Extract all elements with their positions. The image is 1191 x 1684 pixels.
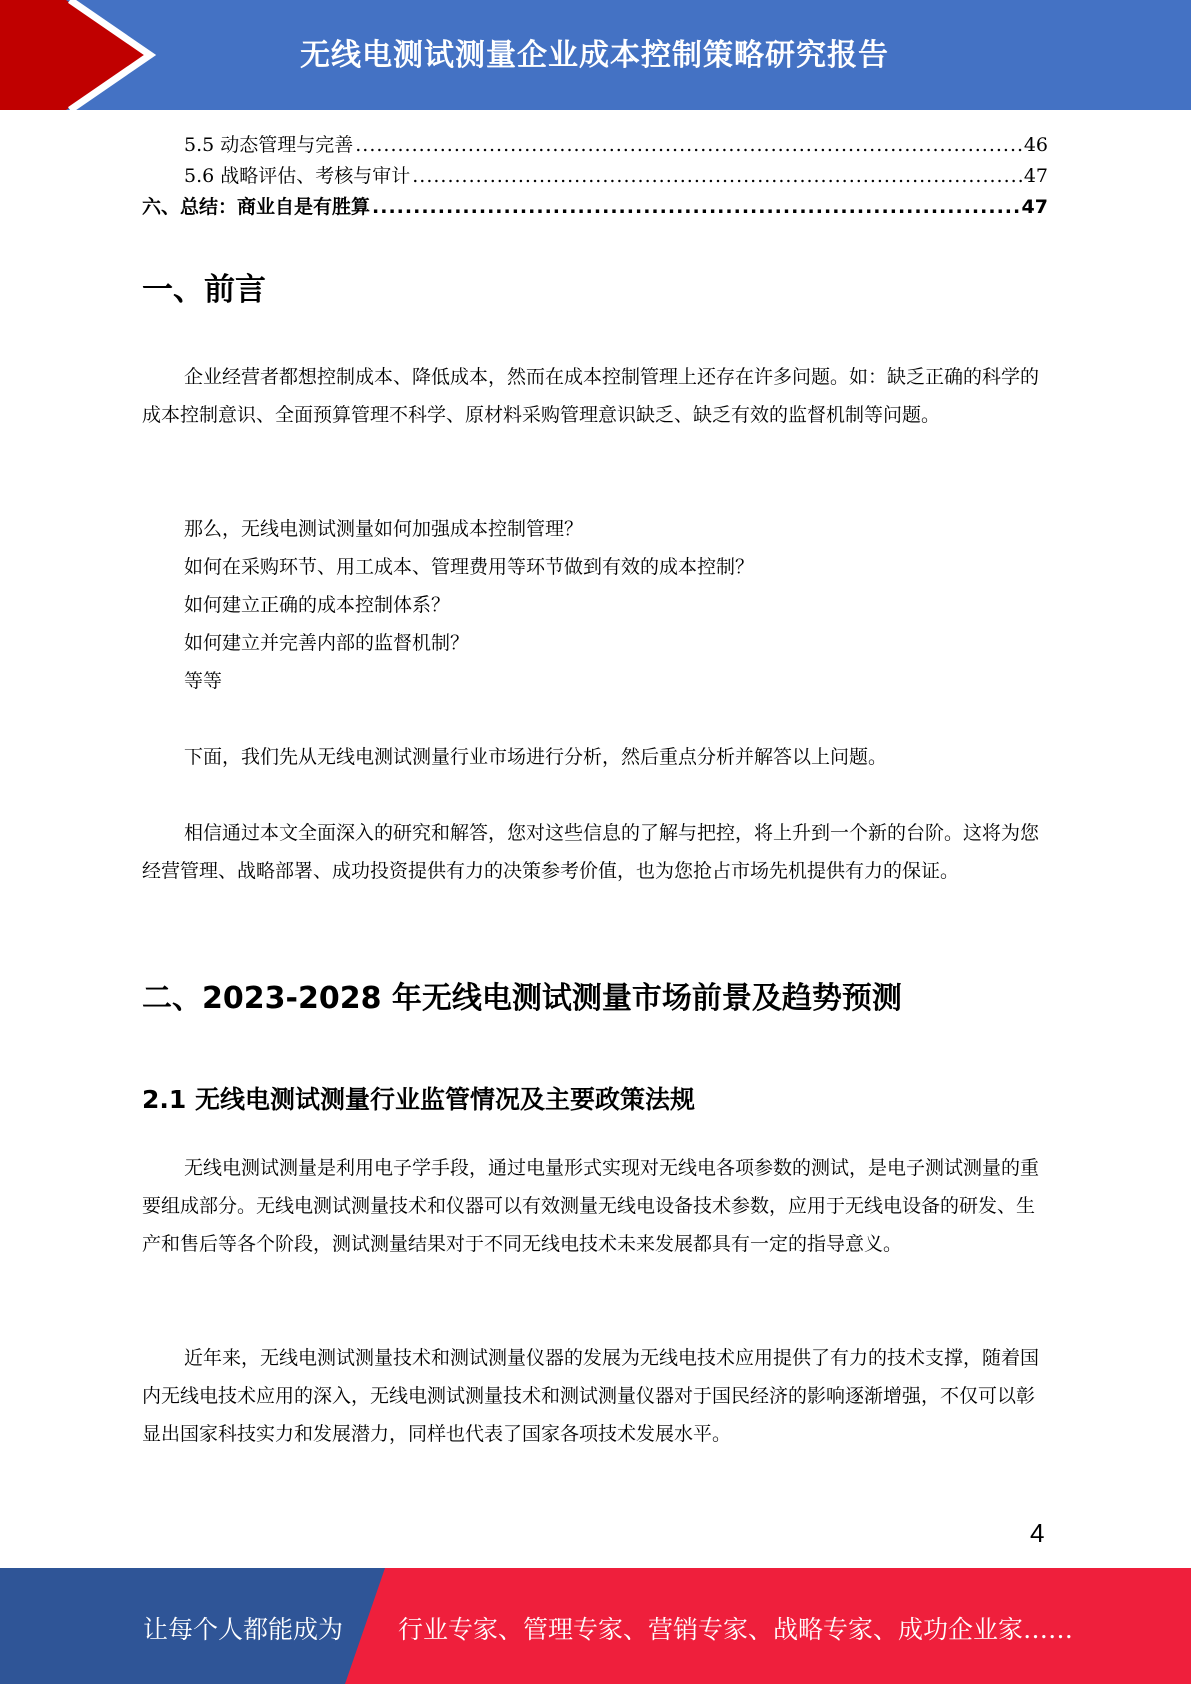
toc-leader-dots: [412, 161, 1022, 192]
toc-entry[interactable]: [142, 161, 1048, 192]
toc-entry-page: 46: [1023, 134, 1048, 156]
toc-entry-page: 47: [1023, 165, 1048, 187]
question-line: 等等: [184, 670, 223, 692]
section-heading: 一、前言: [142, 272, 266, 308]
report-title: 无线电测试测量企业成本控制策略研究报告: [300, 38, 889, 73]
paragraph: 企业经营者都想控制成本、降低成本，然而在成本控制管理上还存在许多问题。如：缺乏正确的科学的成本控制意识、全面预算管理不科学、原材料采购管理意识缺乏、缺乏有效的监督机制等问题。: [142, 366, 1040, 426]
question-line: 如何建立并完善内部的监督机制？: [184, 632, 470, 654]
toc-leader-dots: [372, 192, 1020, 223]
table-of-contents: [142, 130, 1048, 223]
toc-entry[interactable]: [142, 192, 1048, 223]
toc-entry-label: 5.5 动态管理与完善: [184, 134, 354, 156]
question-line: 如何在采购环节、用工成本、管理费用等环节做到有效的成本控制？: [184, 556, 755, 578]
footer-slogan-right: 行业专家、管理专家、营销专家、战略专家、成功企业家……: [398, 1615, 1074, 1644]
toc-entry-page: 47: [1021, 196, 1048, 218]
subsection-heading: 2.1 无线电测试测量行业监管情况及主要政策法规: [142, 1085, 695, 1114]
page-header: [0, 0, 1191, 110]
toc-leader-dots: [355, 130, 1022, 161]
paragraph: 下面，我们先从无线电测试测量行业市场进行分析，然后重点分析并解答以上问题。: [184, 746, 888, 768]
paragraph: 无线电测试测量是利用电子学手段，通过电量形式实现对无线电各项参数的测试，是电子测试测量的重要组成部分。无线电测试测量技术和仪器可以有效测量无线电设备技术参数，应用于无线电设备的研发、生产和售后等各个阶段，测试测量结果对于不同无线电技术未来发展都具有一定的指导意义。: [142, 1157, 1040, 1255]
page-number: 4: [1030, 1518, 1045, 1548]
footer-slogan-left: 让每个人都能成为: [143, 1615, 344, 1644]
page-footer: [0, 1568, 1191, 1684]
question-line: 如何建立正确的成本控制体系？: [184, 594, 451, 616]
toc-entry-label: 六、总结：商业自是有胜算: [142, 196, 371, 218]
toc-entry-label: 5.6 战略评估、考核与审计: [184, 165, 411, 187]
section-heading: 二、2023-2028 年无线电测试测量市场前景及趋势预测: [142, 981, 902, 1016]
paragraph: 近年来，无线电测试测量技术和测试测量仪器的发展为无线电技术应用提供了有力的技术支撑，随着国内无线电技术应用的深入，无线电测试测量技术和测试测量仪器对于国民经济的影响逐渐增强，不仅可以彰显出国家科技实力和发展潜力，同样也代表了国家各项技术发展水平。: [142, 1347, 1040, 1445]
question-line: 那么，无线电测试测量如何加强成本控制管理？: [184, 518, 584, 540]
paragraph: 相信通过本文全面深入的研究和解答，您对这些信息的了解与把控，将上升到一个新的台阶。这将为您经营管理、战略部署、成功投资提供有力的决策参考价值，也为您抢占市场先机提供有力的保证。: [142, 822, 1040, 882]
toc-entry[interactable]: [142, 130, 1048, 161]
